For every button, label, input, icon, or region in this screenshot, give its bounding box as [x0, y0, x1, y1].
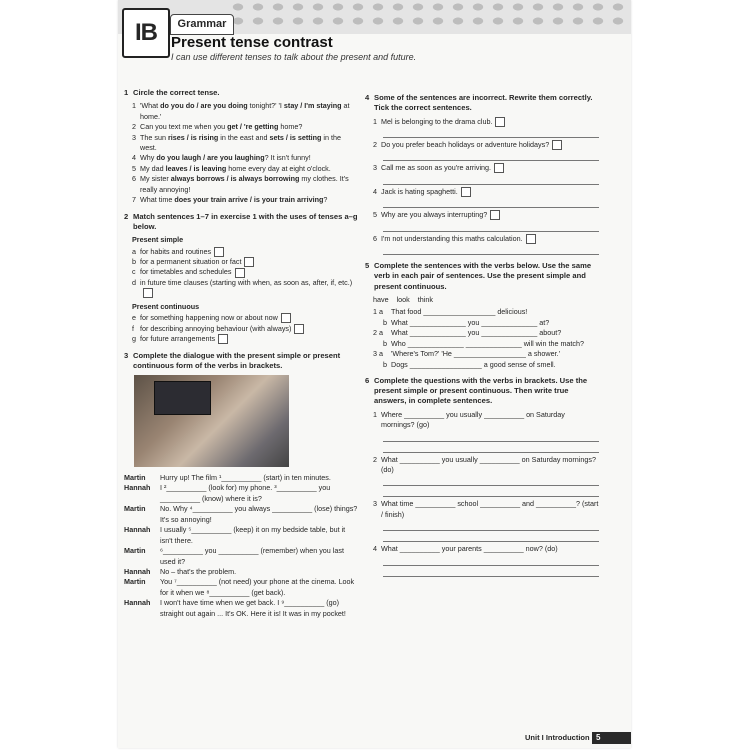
list-item: [373, 339, 599, 349]
item-number: 3 a: [373, 349, 383, 359]
item-number: 1: [373, 116, 377, 126]
answer-line[interactable]: [383, 223, 599, 232]
list-item: [132, 313, 358, 323]
list-item: [373, 140, 599, 150]
tv-shape: [154, 381, 211, 415]
list-item: [373, 499, 599, 520]
tense-choice[interactable]: leaves / is leaving: [165, 163, 227, 173]
item-text: What ______________ you ______________ at?: [391, 317, 550, 327]
list-item: [132, 101, 358, 122]
dialogue-line: [124, 525, 358, 546]
item-text: ?: [323, 195, 328, 205]
item-text: home every day at eight o'clock.: [226, 163, 331, 173]
answer-line[interactable]: [383, 152, 599, 161]
list-item: [373, 544, 599, 554]
answer-line[interactable]: [383, 568, 599, 577]
tick-box[interactable]: [461, 187, 471, 197]
answer-line[interactable]: [383, 477, 599, 486]
item-letter: f: [132, 323, 134, 333]
unit-footer: Unit I Introduction: [525, 733, 590, 742]
page-number: 5: [592, 732, 631, 744]
answer-line[interactable]: [383, 522, 599, 531]
item-text: 'Where's Tom?' 'He __________________ a shower.': [391, 349, 560, 359]
answer-line[interactable]: [383, 444, 599, 453]
item-text: I'm not understanding this maths calculation.: [381, 233, 523, 243]
exercise-4: [365, 93, 599, 255]
line-text: I ²__________ (look for) my phone. ³__________ you __________ (know) where it is?: [160, 483, 331, 503]
item-text: What ______________ you ______________ about?: [391, 328, 562, 338]
list-item: [132, 164, 358, 174]
answer-box[interactable]: [218, 334, 228, 344]
item-text: What __________ your parents __________ now? (do): [381, 544, 558, 554]
line-text: I won't have time when we get back. I ⁹__________ (go) straight out again ... It's OK. Here it is! It was in my pocket!: [160, 598, 346, 618]
exercise-heading: [365, 376, 599, 407]
item-text: Why are you always interrupting?: [381, 210, 488, 220]
dialogue-line: [124, 567, 358, 577]
subheading: Present continuous: [132, 301, 200, 311]
tense-choice[interactable]: does your train arrive / is your train arriving: [174, 195, 324, 205]
list-item: [373, 187, 599, 197]
list-item: [373, 210, 599, 220]
dialogue-line: [124, 546, 358, 567]
list-item: [373, 349, 599, 359]
speaker: Hannah: [124, 525, 151, 535]
item-text: for describing annoying behaviour (with always): [140, 323, 292, 333]
item-letter: a: [132, 246, 136, 256]
list-item: [373, 410, 599, 431]
exercise-heading: [124, 351, 358, 372]
answer-line[interactable]: [383, 488, 599, 497]
list-item: [373, 455, 599, 476]
item-letter: c: [132, 267, 136, 277]
exercise-heading: [365, 93, 599, 114]
line-text: ⁶__________ you __________ (remember) when you last used it?: [160, 546, 344, 566]
item-number: 2: [132, 122, 136, 132]
answer-line[interactable]: [383, 433, 599, 442]
tense-choice[interactable]: sets / is setting: [269, 132, 322, 142]
tense-choice[interactable]: do you do / are you doing: [160, 101, 248, 111]
speaker: Martin: [124, 504, 146, 514]
item-number: 2 a: [373, 328, 383, 338]
item-letter: d: [132, 277, 136, 287]
answer-line[interactable]: [383, 533, 599, 542]
left-column: [124, 88, 358, 625]
item-number: 1 a: [373, 307, 383, 317]
dot-pattern: [228, 0, 631, 30]
item-text: at home.': [140, 101, 350, 121]
answer-box[interactable]: [143, 288, 153, 298]
exercise-instruction: Circle the correct tense.: [133, 88, 220, 97]
speaker: Martin: [124, 577, 146, 587]
item-number: 1: [132, 101, 136, 111]
item-text: in future time clauses (starting with when, as soon as, after, if, etc.): [140, 277, 353, 287]
answer-box[interactable]: [244, 257, 254, 267]
section-tag: Grammar: [170, 14, 234, 35]
item-text: my clothes. It's really annoying!: [140, 174, 349, 194]
list-item: [373, 117, 599, 127]
item-text: home?: [278, 122, 303, 132]
tense-choice[interactable]: get / 're getting: [227, 122, 279, 132]
exercise-number: 6: [365, 375, 370, 385]
list-item: [373, 163, 599, 173]
exercise-2: [124, 212, 358, 345]
exercise-instruction: Match sentences 1–7 in exercise 1 with the uses of tenses a–g below.: [133, 211, 358, 231]
list-item: [373, 328, 599, 338]
item-text: The sun: [140, 132, 168, 142]
dialogue-line: [124, 598, 358, 619]
list-item: [132, 324, 358, 334]
item-number: 3: [132, 132, 136, 142]
exercise-number: 1: [124, 88, 129, 97]
item-number: 4: [373, 186, 377, 196]
item-text: Who ______________ ______________ will win the match?: [391, 338, 585, 348]
item-text: That food __________________ delicious!: [391, 307, 528, 317]
item-text: for future arrangements: [140, 334, 216, 344]
item-text: for timetables and schedules: [140, 267, 232, 277]
answer-line[interactable]: [383, 199, 599, 208]
item-number: 1: [373, 409, 377, 419]
item-text: in the east and: [218, 132, 270, 142]
item-text: Dogs __________________ a good sense of smell.: [391, 359, 556, 369]
list-item: [132, 153, 358, 163]
answer-line[interactable]: [383, 246, 599, 255]
exercise-instruction: Complete the questions with the verbs in brackets. Use the present simple or present continuous. Then write true answers, in complete sentences.: [374, 375, 588, 406]
dialogue-line: [124, 483, 358, 504]
list-item: [132, 195, 358, 205]
item-number: 3: [373, 163, 377, 173]
list-item: [373, 307, 599, 317]
tense-choice[interactable]: stay / I'm staying: [283, 101, 342, 111]
exercise-heading: [365, 261, 599, 292]
answer-box[interactable]: [235, 268, 245, 278]
item-number: 6: [132, 174, 136, 184]
list-item: [132, 334, 358, 344]
list-item: [132, 174, 358, 195]
answer-line[interactable]: [383, 557, 599, 566]
tick-box[interactable]: [490, 210, 500, 220]
list-item: [132, 278, 358, 299]
item-number: 2: [373, 139, 377, 149]
item-number: 2: [373, 454, 377, 464]
exercise-number: 3: [124, 350, 129, 360]
item-number: 4: [132, 153, 136, 163]
tense-choice[interactable]: always borrows / is always borrowing: [170, 174, 300, 184]
exercise-heading: [124, 88, 358, 98]
subheading: Present simple: [132, 235, 184, 245]
item-text: Jack is hating spaghetti.: [381, 186, 458, 196]
item-text: Call me as soon as you're arriving.: [381, 163, 492, 173]
item-text: for something happening now or about now: [140, 313, 278, 323]
exercise-number: 2: [124, 211, 129, 221]
exercise-5: [365, 261, 599, 370]
list-item: [373, 360, 599, 370]
item-text: Do you prefer beach holidays or adventure holidays?: [381, 139, 550, 149]
item-letter: e: [132, 313, 136, 323]
dialogue-line: [124, 504, 358, 525]
line-text: No – that's the problem.: [160, 566, 237, 576]
exercise-1: [124, 88, 358, 206]
item-letter: g: [132, 334, 136, 344]
list-item: [132, 267, 358, 277]
tick-box[interactable]: [526, 234, 536, 244]
answer-line[interactable]: [383, 129, 599, 138]
item-text: What time: [140, 195, 175, 205]
item-number: 3: [373, 499, 377, 509]
page-title: Present tense contrast: [171, 34, 333, 51]
page-subtitle: I can use different tenses to talk about the present and future.: [171, 52, 417, 62]
item-number: 5: [132, 163, 136, 173]
item-text: Where __________ you usually __________ on Saturday mornings? (go): [381, 409, 565, 430]
list-item: [132, 257, 358, 267]
item-text: What __________ you usually __________ on Saturday mornings? (do): [381, 454, 596, 474]
list-item: [373, 318, 599, 328]
item-letter: b: [132, 257, 136, 266]
item-text: My dad: [140, 163, 166, 173]
tick-box[interactable]: [495, 117, 505, 127]
item-text: ? It isn't funny!: [264, 153, 311, 163]
unit-badge: IB: [122, 8, 170, 58]
exercise-number: 4: [365, 93, 370, 102]
exercise-number: 5: [365, 261, 370, 271]
list-item: [373, 234, 599, 244]
item-number: 6: [373, 233, 377, 243]
item-number: b: [383, 338, 387, 348]
exercise-heading: [124, 212, 358, 233]
exercise-instruction: Complete the dialogue with the present simple or present continuous form of the verbs in brackets.: [133, 350, 341, 370]
dialogue-line: [124, 473, 358, 483]
item-text: tonight?' 'I: [247, 101, 284, 111]
item-text: for habits and routines: [140, 246, 212, 256]
line-text: I usually ⁵__________ (keep) it on my bedside table, but it isn't there.: [160, 525, 346, 545]
speaker: Hannah: [124, 598, 151, 608]
item-text: for a permanent situation or fact: [140, 257, 242, 266]
verb-list: have look think: [373, 294, 433, 304]
item-text: in the west.: [140, 132, 341, 152]
tick-box[interactable]: [552, 140, 562, 150]
list-item: [132, 133, 358, 154]
line-text: No. Why ⁴__________ you always __________ (lose) things? It's so annoying!: [160, 504, 358, 524]
speaker: Hannah: [124, 483, 151, 493]
tick-box[interactable]: [494, 163, 504, 173]
item-text: 'What: [140, 101, 161, 111]
answer-box[interactable]: [281, 313, 291, 323]
workbook-page: [118, 0, 631, 748]
dialogue-photo: [134, 375, 289, 467]
item-number: b: [383, 359, 387, 369]
speaker: Martin: [124, 473, 146, 482]
tense-choice[interactable]: rises / is rising: [167, 132, 219, 142]
item-text: Can you text me when you: [140, 122, 228, 132]
exercise-instruction: Complete the sentences with the verbs below. Use the same verb in each pair of sentences. Use the present simple and present continuous.: [374, 261, 592, 291]
answer-box[interactable]: [214, 247, 224, 257]
answer-box[interactable]: [294, 324, 304, 334]
item-text: Mel is belonging to the drama club.: [381, 116, 493, 126]
speaker: Martin: [124, 546, 146, 556]
list-item: [132, 122, 358, 132]
item-number: 5: [373, 210, 377, 220]
answer-line[interactable]: [383, 176, 599, 185]
list-item: [132, 247, 358, 257]
right-column: [365, 93, 599, 583]
item-text: Why: [140, 153, 157, 163]
exercise-instruction: Some of the sentences are incorrect. Rewrite them correctly. Tick the correct sentences.: [374, 93, 593, 113]
tense-choice[interactable]: do you laugh / are you laughing: [156, 153, 265, 163]
dialogue-line: [124, 577, 358, 598]
item-number: 7: [132, 195, 136, 205]
exercise-3: [124, 351, 358, 620]
item-number: 4: [373, 544, 377, 554]
speaker: Hannah: [124, 566, 151, 576]
exercise-6: [365, 376, 599, 577]
item-number: b: [383, 317, 387, 327]
item-text: My sister: [140, 174, 171, 184]
item-text: What time __________ school __________ and __________? (start / finish): [381, 499, 599, 519]
line-text: Hurry up! The film ¹__________ (start) in ten minutes.: [160, 473, 331, 482]
line-text: You ⁷__________ (not need) your phone at the cinema. Look for it when we ⁸__________ (get back).: [160, 577, 355, 597]
